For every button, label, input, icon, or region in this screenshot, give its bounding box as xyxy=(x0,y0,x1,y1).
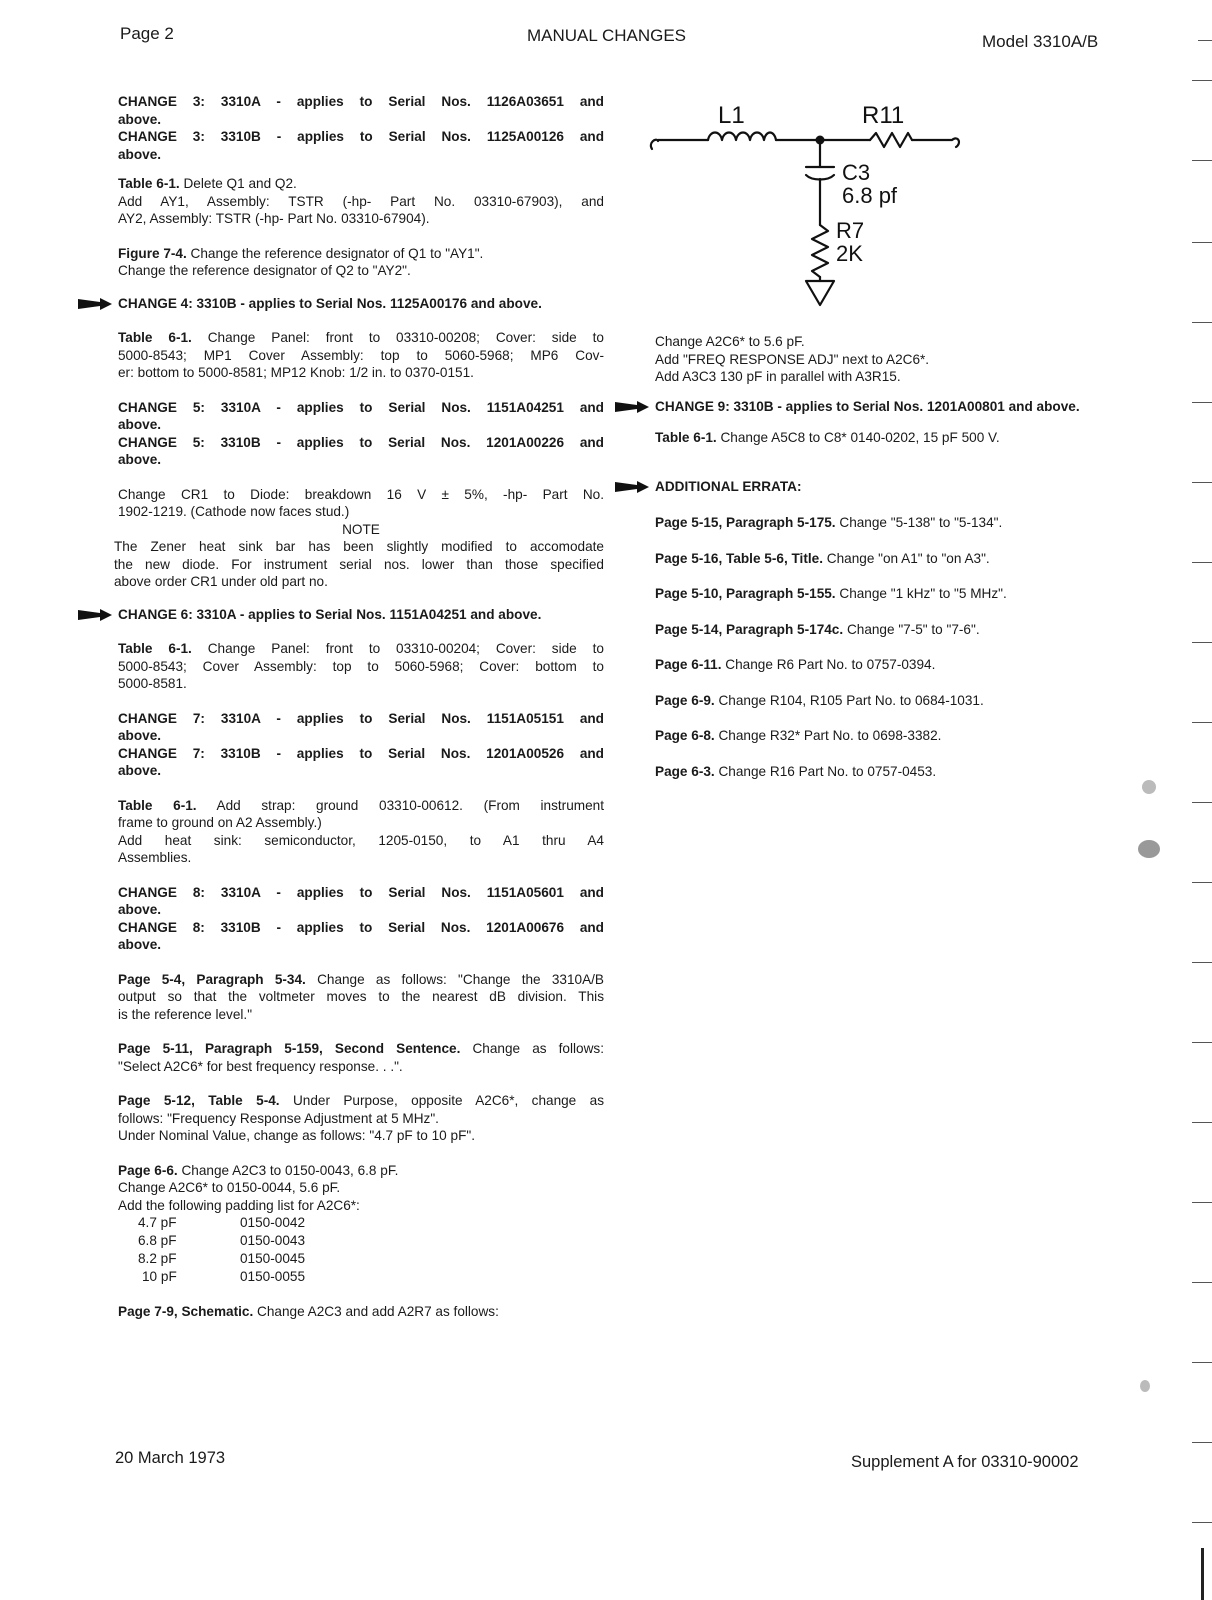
edge-mark xyxy=(1192,1202,1212,1203)
padding-part: 0150-0055 xyxy=(240,1269,306,1285)
page-number: Page 2 xyxy=(120,24,174,43)
edge-mark xyxy=(1192,1042,1212,1043)
errata-title: ADDITIONAL ERRATA: xyxy=(655,478,802,494)
footer-date: 20 March 1973 xyxy=(115,1449,226,1467)
note-text: the new diode. For instrument serial nos. lower than those specified xyxy=(114,556,604,572)
entry-text: AY2, Assembly: TSTR (-hp- Part No. 03310-67904). xyxy=(118,211,430,226)
entry-lead: Page 7-9, Schematic. xyxy=(118,1304,254,1319)
change-text: 3310A - applies to Serial Nos. 1151A04251 and xyxy=(220,399,604,415)
label-r11: R11 xyxy=(862,102,905,129)
padding-value: 4.7 pF xyxy=(138,1215,177,1231)
input-wire xyxy=(651,140,708,149)
entry-text: is the reference level." xyxy=(118,1006,253,1022)
entry-text: 1902-1219. (Cathode now faces stud.) xyxy=(118,504,350,519)
entry-lead: Table 6-1. xyxy=(118,797,197,813)
table-row xyxy=(138,1268,305,1286)
entry-text: Change A5C8 to C8* 0140-0202, 15 pF 500 V. xyxy=(720,430,1000,445)
change-text: 3310B - applies to Serial Nos. 1201A00676 and xyxy=(220,919,604,935)
entry-text: Change as follows: "Change the 3310A/B xyxy=(317,971,604,987)
entry-text: Add "FREQ RESPONSE ADJ" next to A2C6*. xyxy=(655,351,930,367)
ground-symbol xyxy=(806,281,834,305)
scan-speck xyxy=(1138,840,1160,858)
edge-mark xyxy=(1192,242,1212,243)
change-text: 3310A - applies to Serial Nos. 1151A05151 and xyxy=(220,710,604,726)
change-4-body xyxy=(118,329,604,382)
edge-mark xyxy=(1192,1442,1212,1443)
edge-mark xyxy=(1192,642,1212,643)
entry-lead: Page 5-11, Paragraph 5-159, Second Sentence. xyxy=(118,1041,461,1056)
change-tail: above. xyxy=(118,937,162,952)
entry-text: Change A2C3 to 0150-0043, 6.8 pF. xyxy=(181,1162,399,1178)
change-9-body xyxy=(655,429,1145,447)
change-tail: above. xyxy=(118,728,162,743)
list-item xyxy=(655,514,1145,532)
edge-mark xyxy=(1192,322,1212,323)
list-item xyxy=(655,585,1145,603)
change-8-block xyxy=(118,884,604,954)
change-tail: above. xyxy=(118,417,162,432)
entry-text: "Select A2C6* for best frequency response. . .". xyxy=(118,1058,403,1074)
entry-lead: Table 6-1. xyxy=(655,430,717,445)
pointer-arrow-icon xyxy=(78,297,112,311)
scan-speck xyxy=(1142,780,1156,794)
change-text: 3310A - applies to Serial Nos. 1151A05601 and xyxy=(220,884,604,900)
entry-text: er: bottom to 5000-8581; MP12 Knob: 1/2 in. to 0370-0151. xyxy=(118,365,474,380)
errata-text: Change R6 Part No. to 0757-0394. xyxy=(725,657,936,672)
change-tail: above. xyxy=(118,902,162,917)
errata-lead: Page 5-15, Paragraph 5-175. xyxy=(655,515,836,530)
change-5-block xyxy=(118,399,604,469)
left-column xyxy=(114,93,604,1338)
edge-mark xyxy=(1192,562,1212,563)
edge-mark xyxy=(1192,80,1212,81)
entry-lead: Table 6-1. xyxy=(118,641,192,656)
entry-text: 5000-8543; Cover Assembly: top to 5060-5968; Cover: bottom to xyxy=(118,658,604,674)
entry-text: Assemblies. xyxy=(118,850,192,865)
padding-part: 0150-0045 xyxy=(240,1251,306,1267)
right-column xyxy=(655,333,1145,798)
page-5-11-block xyxy=(118,1040,604,1075)
padding-value: 10 pF xyxy=(142,1269,177,1285)
entry-lead: Page 5-4, Paragraph 5-34. xyxy=(118,971,306,987)
errata-text: Change R16 Part No. to 0757-0453. xyxy=(718,763,937,779)
entry-text: Change Panel: front to 03310-00204; Cover: side to xyxy=(207,641,604,656)
entry-lead: Page 6-6. xyxy=(118,1162,178,1178)
errata-text: Change R32* Part No. to 0698-3382. xyxy=(718,728,942,743)
errata-text: Change "7-5" to "7-6". xyxy=(846,621,980,637)
entry-text: Change the reference designator of Q1 to "AY1". xyxy=(190,245,484,261)
entry-text: Add AY1, Assembly: TSTR (-hp- Part No. 03310-67903), and xyxy=(118,193,604,209)
change-6-body xyxy=(118,640,604,693)
change-lead: CHANGE 8: xyxy=(118,919,205,935)
change-tail: above. xyxy=(118,146,162,162)
change-7-block xyxy=(118,710,604,780)
change-7-body xyxy=(118,797,604,867)
note-body xyxy=(114,538,604,591)
errata-lead: Page 6-8. xyxy=(655,728,715,743)
edge-mark xyxy=(1192,402,1212,403)
change-9-heading xyxy=(655,398,1145,416)
schematic-diagram xyxy=(640,95,980,320)
change-lead: CHANGE 3: xyxy=(118,94,205,109)
table-6-1-q-block xyxy=(118,175,604,228)
edge-mark xyxy=(1192,882,1212,883)
change-tail: above. xyxy=(118,111,162,127)
edge-mark xyxy=(1198,40,1212,41)
table-row xyxy=(138,1250,305,1268)
label-r7: R7 xyxy=(836,218,865,243)
label-c3: C3 xyxy=(842,160,871,185)
page-6-6-block xyxy=(118,1162,604,1287)
change-text: 3310B - applies to Serial Nos. 1201A00226 and xyxy=(220,434,604,450)
page-5-12-block xyxy=(118,1092,604,1145)
note-title: NOTE xyxy=(342,521,380,537)
change-lead: CHANGE 7: xyxy=(118,710,205,726)
table-row xyxy=(138,1232,305,1250)
entry-text: Change A2C6* to 5.6 pF. xyxy=(655,334,805,349)
entry-text: Under Purpose, opposite A2C6*, change as xyxy=(292,1093,604,1108)
pointer-arrow-icon xyxy=(78,608,112,622)
change-tail: above. xyxy=(118,452,162,467)
junction-dot xyxy=(816,136,825,145)
entry-text: Change A2C6* to 0150-0044, 5.6 pF. xyxy=(118,1180,341,1195)
entry-text: output so that the voltmeter moves to the nearest dB division. This xyxy=(118,989,604,1004)
note-text: above order CR1 under old part no. xyxy=(114,574,328,589)
figure-7-4-block xyxy=(118,245,604,280)
errata-lead: Page 5-16, Table 5-6, Title. xyxy=(655,550,823,566)
edge-mark xyxy=(1192,962,1212,963)
entry-text: Add the following padding list for A2C6*: xyxy=(118,1197,360,1213)
change-lead: CHANGE 7: xyxy=(118,745,205,761)
output-wire xyxy=(912,138,959,147)
table-row xyxy=(138,1214,305,1232)
entry-text: Under Nominal Value, change as follows: "4.7 pF to 10 pF". xyxy=(118,1128,475,1143)
change-3-block xyxy=(118,93,604,163)
entry-text: Add strap: ground 03310-00612. (From instrument xyxy=(216,797,604,813)
list-item xyxy=(655,692,1145,710)
list-item xyxy=(655,656,1145,674)
entry-lead: Page 5-12, Table 5-4. xyxy=(118,1093,280,1108)
entry-text: Change CR1 to Diode: breakdown 16 V ± 5%, -hp- Part No. xyxy=(118,486,604,502)
page-5-4-block xyxy=(118,971,604,1024)
label-l1: L1 xyxy=(718,102,745,129)
resistor-r7 xyxy=(812,225,828,277)
change-lead: CHANGE 5: xyxy=(118,399,205,415)
edge-mark xyxy=(1192,1362,1212,1363)
padding-value: 8.2 pF xyxy=(138,1251,177,1267)
list-item xyxy=(655,727,1145,745)
change-lead: CHANGE 3: xyxy=(118,129,205,144)
edge-mark xyxy=(1192,160,1212,161)
edge-mark xyxy=(1192,1522,1212,1523)
entry-text: Add heat sink: semiconductor, 1205-0150, to A1 thru A4 xyxy=(118,832,604,848)
padding-list-table xyxy=(138,1214,305,1286)
entry-text: Change as follows: xyxy=(472,1041,604,1056)
change-heading: CHANGE 4: 3310B - applies to Serial Nos. 1125A00176 and above. xyxy=(118,295,542,311)
list-item xyxy=(655,763,1145,781)
entry-text: Add A3C3 130 pF in parallel with A3R15. xyxy=(655,369,901,384)
entry-text: Change the reference designator of Q2 to "AY2". xyxy=(118,263,411,278)
resistor-r11 xyxy=(870,133,912,147)
change-6-heading xyxy=(118,606,604,624)
entry-text: 5000-8543; MP1 Cover Assembly: top to 5060-5968; MP6 Cov- xyxy=(118,347,604,363)
model-number: Model 3310A/B xyxy=(982,32,1099,51)
errata-lead: Page 5-10, Paragraph 5-155. xyxy=(655,586,836,601)
entry-text: follows: "Frequency Response Adjustment at 5 MHz". xyxy=(118,1110,439,1126)
label-r7-value: 2K xyxy=(836,241,863,266)
entry-text: frame to ground on A2 Assembly.) xyxy=(118,815,322,830)
entry-lead: Table 6-1. xyxy=(118,330,192,345)
errata-list xyxy=(655,514,1145,780)
pointer-arrow-icon xyxy=(615,400,649,414)
entry-lead: Table 6-1. xyxy=(118,176,180,191)
errata-lead: Page 6-9. xyxy=(655,692,715,708)
inductor-l1 xyxy=(708,133,776,141)
change-text: 3310B - applies to Serial Nos. 1125A00126 and xyxy=(220,129,604,144)
errata-lead: Page 6-3. xyxy=(655,763,715,779)
binder-bar xyxy=(1201,1548,1204,1600)
errata-text: Change "on A1" to "on A3". xyxy=(826,550,990,566)
change-tail: above. xyxy=(118,763,162,778)
padding-value: 6.8 pF xyxy=(138,1233,177,1249)
change-lead: CHANGE 5: xyxy=(118,434,205,450)
padding-part: 0150-0042 xyxy=(240,1215,306,1231)
entry-text: Delete Q1 and Q2. xyxy=(183,176,297,191)
errata-text: Change "1 kHz" to "5 MHz". xyxy=(839,586,1007,601)
change-5-body xyxy=(118,486,604,539)
list-item xyxy=(655,550,1145,568)
entry-text: 5000-8581. xyxy=(118,676,187,691)
page-title: MANUAL CHANGES xyxy=(527,26,687,45)
note-text: The Zener heat sink bar has been slightly modified to accomodate xyxy=(114,539,604,554)
edge-mark xyxy=(1192,722,1212,723)
label-c3-value: 6.8 pf xyxy=(842,183,898,208)
pointer-arrow-icon xyxy=(615,480,649,494)
edge-mark xyxy=(1192,1122,1212,1123)
change-text: 3310B - applies to Serial Nos. 1201A00526 and xyxy=(220,745,604,761)
edge-mark xyxy=(1192,1282,1212,1283)
edge-mark xyxy=(1192,482,1212,483)
entry-lead: Figure 7-4. xyxy=(118,245,187,261)
list-item xyxy=(655,621,1145,639)
change-4-heading xyxy=(118,295,604,313)
errata-heading xyxy=(655,478,1145,496)
footer-supplement: Supplement A for 03310-90002 xyxy=(851,1453,1079,1471)
after-schematic-block xyxy=(655,333,1145,386)
errata-lead: Page 5-14, Paragraph 5-174c. xyxy=(655,621,844,637)
page-7-9-block xyxy=(118,1303,604,1321)
errata-lead: Page 6-11. xyxy=(655,657,722,672)
padding-part: 0150-0043 xyxy=(240,1233,306,1249)
edge-mark xyxy=(1192,802,1212,803)
scan-speck xyxy=(1140,1380,1150,1392)
entry-text: Change Panel: front to 03310-00208; Cover: side to xyxy=(207,330,604,345)
errata-text: Change R104, R105 Part No. to 0684-1031. xyxy=(718,692,984,708)
change-heading: CHANGE 6: 3310A - applies to Serial Nos. 1151A04251 and above. xyxy=(118,606,542,622)
change-lead: CHANGE 8: xyxy=(118,884,205,900)
errata-text: Change "5-138" to "5-134". xyxy=(839,515,1003,530)
change-heading: CHANGE 9: 3310B - applies to Serial Nos. 1201A00801 and above. xyxy=(655,398,1080,414)
entry-text: Change A2C3 and add A2R7 as follows: xyxy=(257,1304,499,1319)
change-text: 3310A - applies to Serial Nos. 1126A03651 and xyxy=(220,94,604,109)
